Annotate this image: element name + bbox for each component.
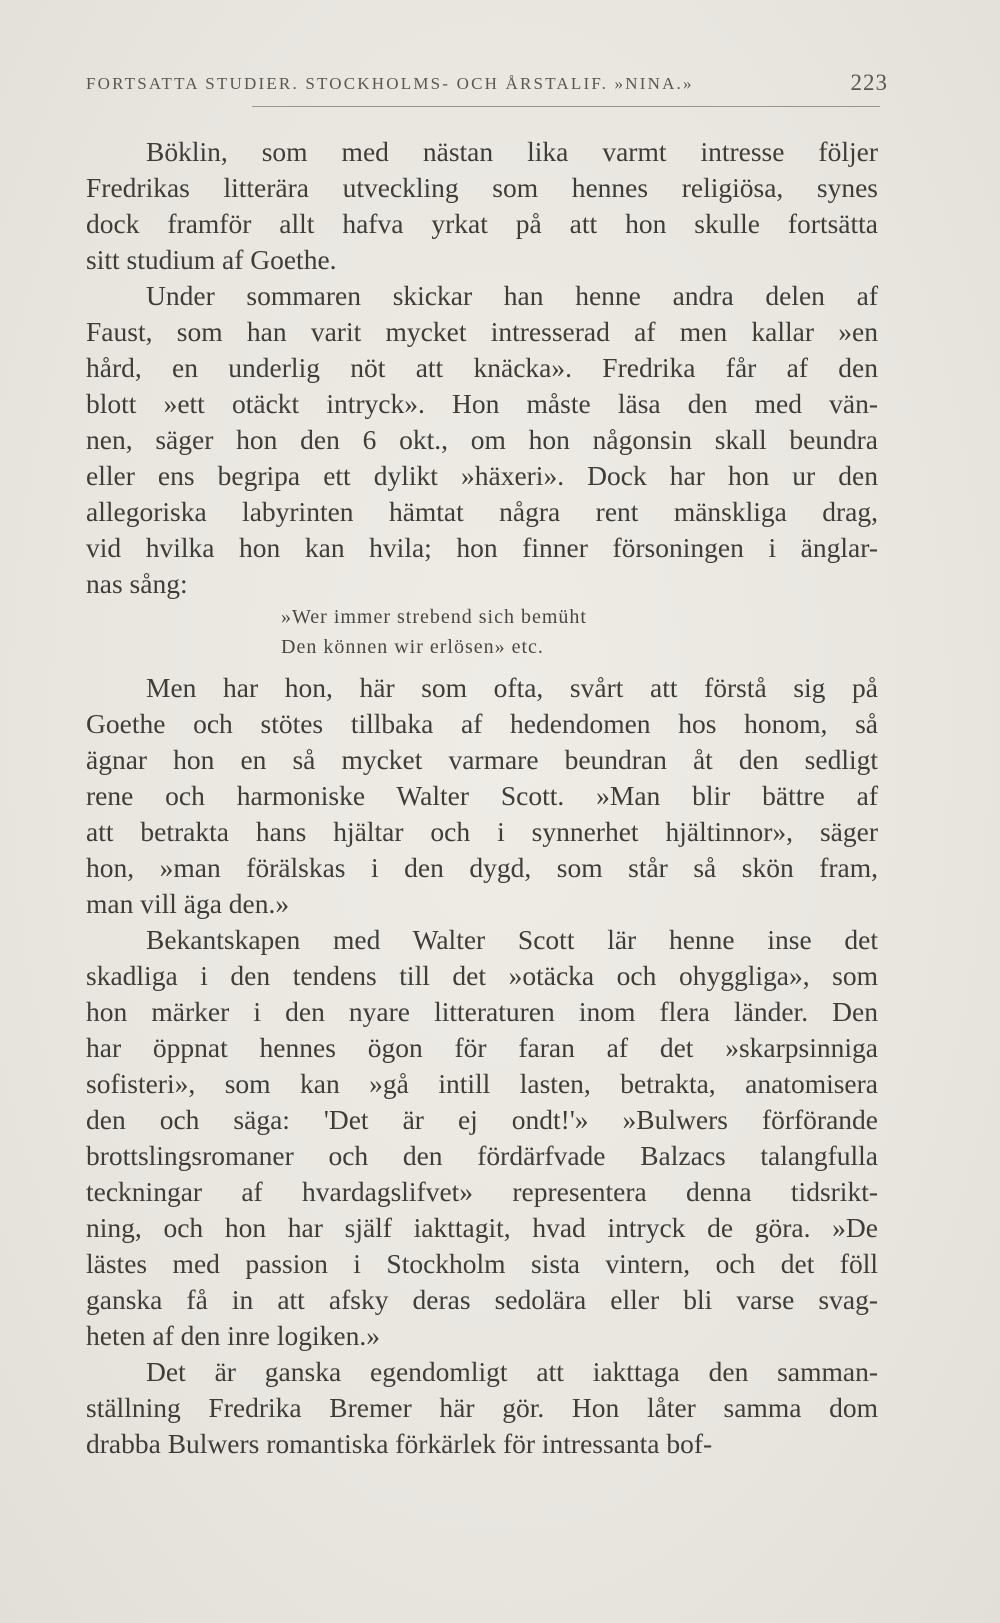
text-line: sofisteri», som kan »gå intill lasten, betrakta, anatomisera <box>86 1068 878 1099</box>
text-line: allegoriska labyrinten hämtat några rent mänskliga drag, <box>86 496 878 527</box>
text-line: Böklin, som med nästan lika varmt intresse följer <box>146 136 878 167</box>
text-line: teckningar af hvardagslifvet» representera denna tidsrikt- <box>86 1176 878 1207</box>
text-line: ning, och hon har själf iakttagit, hvad intryck de göra. »De <box>86 1212 878 1243</box>
quote-line: »Wer immer strebend sich bemüht <box>281 606 587 628</box>
text-line: Faust, som han varit mycket intresserad af men kallar »en <box>86 316 878 347</box>
text-line: dock framför allt hafva yrkat på att hon skulle fortsätta <box>86 208 878 239</box>
paragraph <box>86 134 878 278</box>
text-line: lästes med passion i Stockholm sista vintern, och det föll <box>86 1248 878 1279</box>
text-line: blott »ett otäckt intryck». Hon måste läsa den med vän- <box>86 388 878 419</box>
body-text <box>86 134 878 1462</box>
text-line: hård, en underlig nöt att knäcka». Fredrika får af den <box>86 352 878 383</box>
paragraph <box>86 1354 878 1462</box>
text-line: Bekantskapen med Walter Scott lär henne inse det <box>146 924 878 955</box>
page-number: 223 <box>850 70 888 95</box>
text-line: har öppnat hennes ögon för faran af det »skarpsinniga <box>86 1032 878 1063</box>
text-line: den och säga: 'Det är ej ondt!'» »Bulwers förförande <box>86 1104 878 1135</box>
quote-block <box>86 602 878 662</box>
text-line: Fredrikas litterära utveckling som hennes religiösa, synes <box>86 172 878 203</box>
text-line: rene och harmoniske Walter Scott. »Man blir bättre af <box>86 780 878 811</box>
text-line: vid hvilka hon kan hvila; hon finner försoningen i änglar- <box>86 532 878 563</box>
paragraphs-before-quote <box>86 134 878 602</box>
text-line: hon, »man förälskas i den dygd, som står så skön fram, <box>86 852 878 883</box>
text-line: att betrakta hans hjältar och i synnerhet hjältinnor», säger <box>86 816 878 847</box>
text-line: brottslingsromaner och den fördärfvade Balzacs talangfulla <box>86 1140 878 1171</box>
text-line: nen, säger hon den 6 okt., om hon någonsin skall beundra <box>86 424 878 455</box>
text-line: Men har hon, här som ofta, svårt att förstå sig på <box>146 672 878 703</box>
text-line: heten af den inre logiken.» <box>86 1320 380 1351</box>
text-line: nas sång: <box>86 568 188 599</box>
text-line: eller ens begripa ett dylikt »häxeri». Dock har hon ur den <box>86 460 878 491</box>
text-line: sitt studium af Goethe. <box>86 244 337 275</box>
text-line: ställning Fredrika Bremer här gör. Hon låter samma dom <box>86 1392 878 1423</box>
paragraph <box>86 922 878 1354</box>
text-line: hon märker i den nyare litteraturen inom flera länder. Den <box>86 996 878 1027</box>
quote-line: Den können wir erlösen» etc. <box>281 636 544 658</box>
text-line: man vill äga den.» <box>86 888 290 919</box>
text-line: Under sommaren skickar han henne andra delen af <box>146 280 878 311</box>
text-line: drabba Bulwers romantiska förkärlek för intressanta bof- <box>86 1428 713 1459</box>
text-line: Det är ganska egendomligt att iakttaga den samman- <box>146 1356 878 1387</box>
text-line: Goethe och stötes tillbaka af hedendomen hos honom, så <box>86 708 878 739</box>
text-line: ganska få in att afsky deras sedolära eller bli varse svag- <box>86 1284 878 1315</box>
paragraph <box>86 278 878 602</box>
text-line: skadliga i den tendens till det »otäcka och ohyggliga», som <box>86 960 878 991</box>
running-header <box>86 70 888 95</box>
header-rule <box>252 106 880 107</box>
paragraphs-after-quote <box>86 670 878 1462</box>
paragraph <box>86 670 878 922</box>
running-title: FORTSATTA STUDIER. STOCKHOLMS- OCH ÅRSTALIF. »NINA.» <box>86 74 694 93</box>
text-line: ägnar hon en så mycket varmare beundran åt den sedligt <box>86 744 878 775</box>
